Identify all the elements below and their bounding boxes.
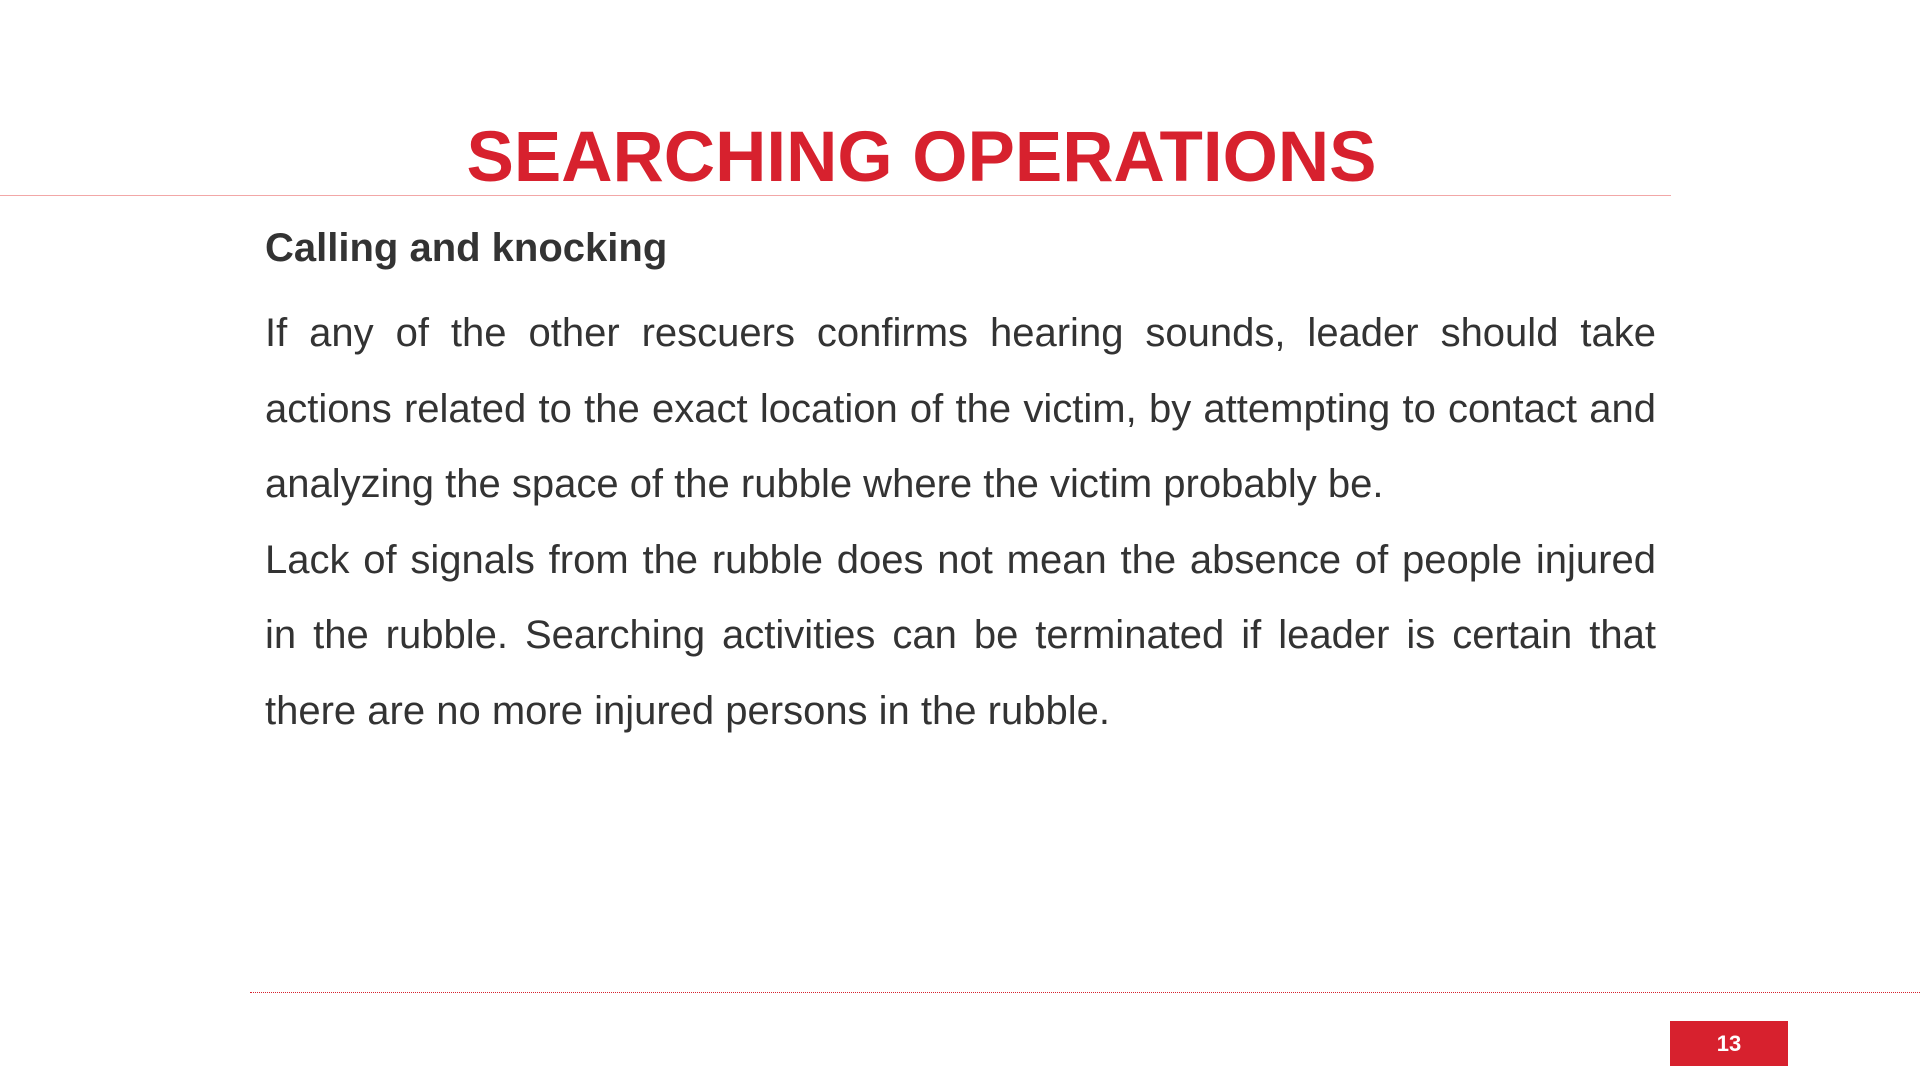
body-paragraph: Lack of signals from the rubble does not mean the absence of people injured in the rubble. Searching activities can be terminated if leader is certain that there are no more injured persons in the rubble. — [265, 537, 1656, 733]
title-divider — [0, 195, 1671, 196]
page-number-badge: 13 — [1670, 1021, 1788, 1066]
slide-title: SEARCHING OPERATIONS — [466, 118, 1377, 197]
slide-content — [265, 222, 1656, 749]
body-paragraph: If any of the other rescuers confirms hearing sounds, leader should take actions related to the exact location of the victim, by attempting to contact and analyzing the space of the rubble where the victim probably be. — [265, 311, 1656, 506]
section-subheading: Calling and knocking — [265, 226, 668, 270]
footer-divider — [250, 992, 1920, 993]
